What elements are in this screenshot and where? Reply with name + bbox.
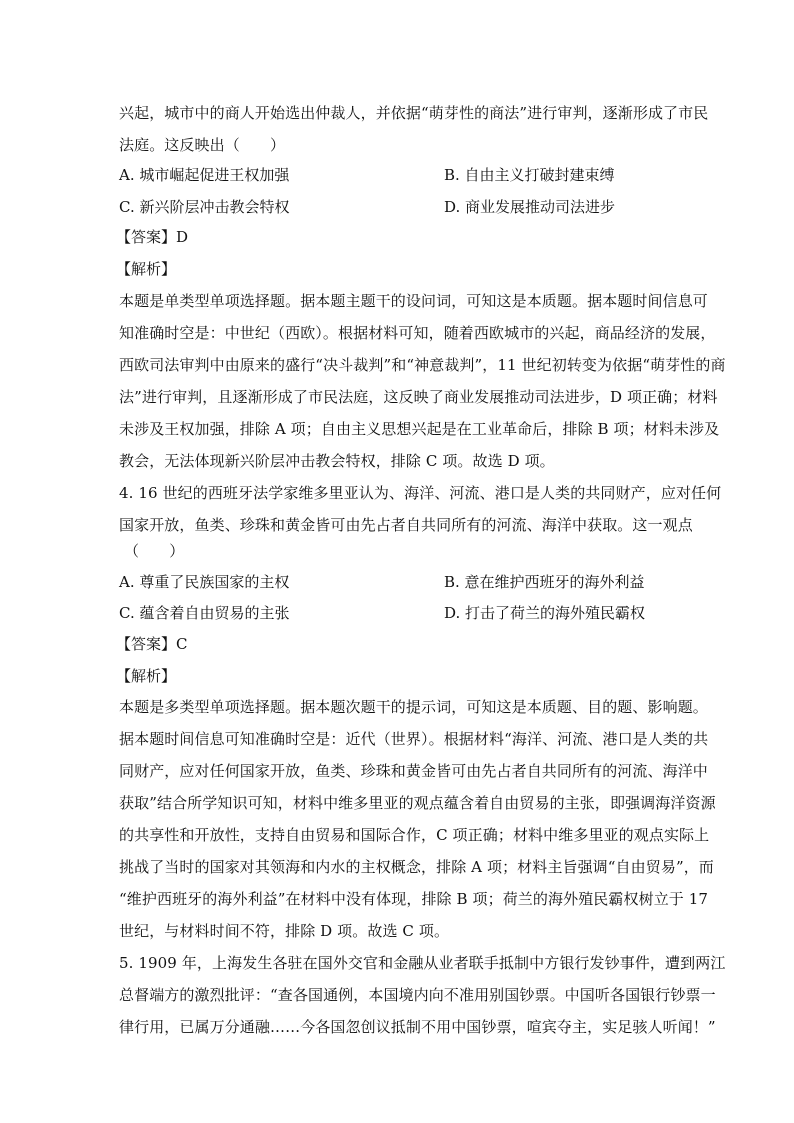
q4-stem-line-2: 国家开放，鱼类、珍珠和黄金皆可由先占者自共同所有的河流、海洋中获取。这一观点	[119, 516, 693, 534]
q3-analysis-line-2: 知准确时空是：中世纪（西欧）。根据材料可知，随着西欧城市的兴起，商品经济的发展，	[119, 324, 716, 342]
q4-analysis-line-6: 挑战了当时的国家对其领海和内水的主权概念，排除 A 项；材料主旨强调“自由贸易”，而	[119, 858, 714, 876]
q4-analysis-line-1: 本题是多类型单项选择题。据本题次题干的提示词，可知这是本质题、目的题、影响题。	[119, 698, 708, 716]
q4-option-c: C. 蕴含着自由贸易的主张	[119, 604, 290, 622]
q5-stem-line-1: 5. 1909 年，上海发生各驻在国外交官和金融从业者联手抵制中方银行发钞事件，遭到两江	[119, 954, 726, 972]
q3-stem-line-2: 法庭。这反映出（ ）	[119, 136, 286, 154]
q3-analysis-tag: 【解析】	[116, 260, 177, 278]
q4-answer: 【答案】C	[116, 635, 188, 653]
q4-option-d: D. 打击了荷兰的海外殖民霸权	[444, 604, 646, 622]
q3-option-b: B. 自由主义打破封建束缚	[444, 166, 615, 184]
q3-analysis-line-5: 未涉及王权加强，排除 A 项；自由主义思想兴起是在工业革命后，排除 B 项；材料未涉及	[119, 420, 720, 438]
q4-analysis-line-3: 同财产，应对任何国家开放，鱼类、珍珠和黄金皆可由先占者自共同所有的河流、海洋中	[119, 762, 708, 780]
q5-stem-line-2: 总督端方的激烈批评：“查各国通例，本国境内向不准用别国钞票。中国听各国银行钞票一	[119, 986, 716, 1004]
q3-answer: 【答案】D	[116, 228, 189, 246]
q3-stem-line-1: 兴起，城市中的商人开始选出仲裁人，并依据“萌芽性的商法”进行审判，逐渐形成了市民	[119, 104, 709, 122]
q4-analysis-line-4: 获取”结合所学知识可知，材料中维多里亚的观点蕴含着自由贸易的主张，即强调海洋资源	[119, 794, 716, 812]
q4-option-b: B. 意在维护西班牙的海外利益	[444, 573, 645, 591]
q4-analysis-line-2: 据本题时间信息可知准确时空是：近代（世界）。根据材料“海洋、河流、港口是人类的共	[119, 730, 709, 748]
q3-analysis-line-3: 西欧司法审判中由原来的盛行“决斗裁判”和“神意裁判”，11 世纪初转变为依据“萌芽性的商	[119, 356, 726, 374]
q3-option-d: D. 商业发展推动司法进步	[444, 198, 616, 216]
q3-analysis-line-4: 法”进行审判，且逐渐形成了市民法庭，这反映了商业发展推动司法进步，D 项正确；材料	[119, 388, 718, 406]
q4-analysis-line-5: 的共享性和开放性，支持自由贸易和国际合作，C 项正确；材料中维多里亚的观点实际上	[119, 826, 710, 844]
q5-stem-line-3: 律行用，已属万分通融……今各国忽创议抵制不用中国钞票，喧宾夺主，实足骇人听闻！”	[119, 1018, 716, 1036]
q4-analysis-line-8: 世纪，与材料时间不符，排除 D 项。故选 C 项。	[119, 922, 450, 940]
q4-stem-line-3: （ ）	[124, 542, 185, 560]
q4-analysis-line-7: “维护西班牙的海外利益”在材料中没有体现，排除 B 项；荷兰的海外殖民霸权树立于 17	[119, 890, 709, 908]
q4-option-a: A. 尊重了民族国家的主权	[119, 573, 290, 591]
q3-analysis-line-1: 本题是单类型单项选择题。据本题主题干的设问词，可知这是本质题。据本题时间信息可	[119, 292, 708, 310]
q3-analysis-line-6: 教会，无法体现新兴阶层冲击教会特权，排除 C 项。故选 D 项。	[119, 452, 555, 470]
q3-option-c: C. 新兴阶层冲击教会特权	[119, 198, 290, 216]
q4-stem-line-1: 4. 16 世纪的西班牙法学家维多里亚认为、海洋、河流、港口是人类的共同财产，应对任何	[119, 484, 722, 502]
q4-analysis-tag: 【解析】	[116, 667, 177, 685]
q3-option-a: A. 城市崛起促进王权加强	[119, 166, 290, 184]
